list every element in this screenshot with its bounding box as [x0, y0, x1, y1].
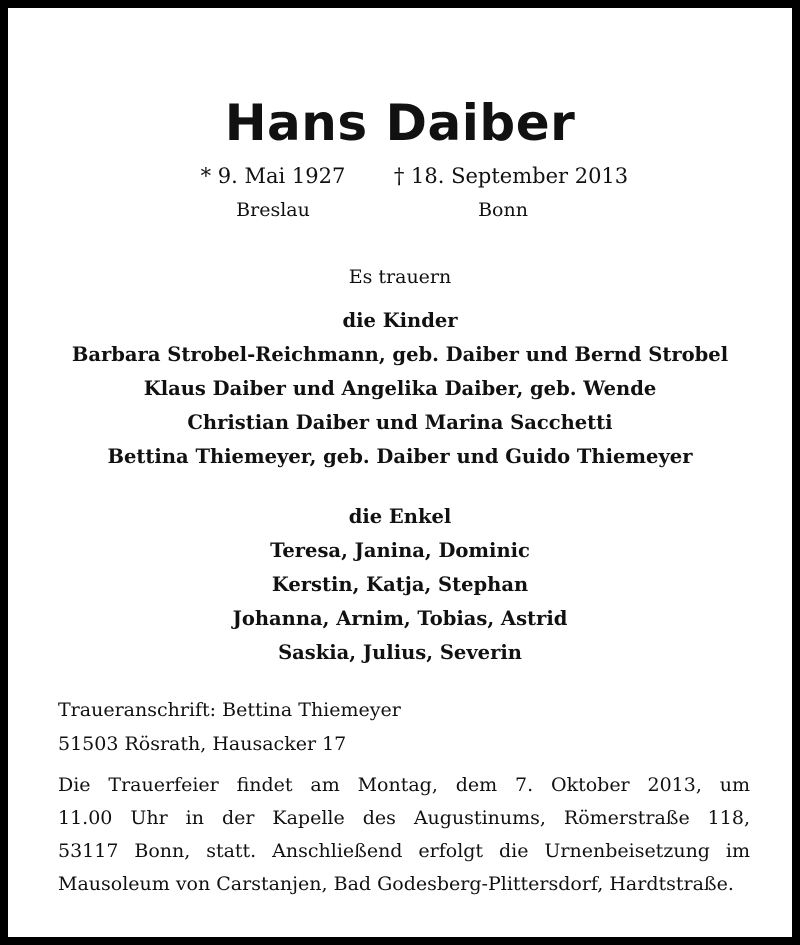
mourning-address — [58, 693, 401, 761]
address-line: 51503 Rösrath, Hausacker 17 — [58, 733, 347, 755]
grandchildren-label: die Enkel — [348, 505, 452, 528]
children-label: die Kinder — [342, 309, 458, 332]
death-place: Bonn — [478, 199, 528, 221]
children-line: Christian Daiber und Marina Sacchetti — [187, 411, 613, 434]
birth-place: Breslau — [236, 199, 310, 221]
deceased-name: Hans Daiber — [224, 94, 576, 152]
death-date: † 18. September 2013 — [393, 164, 629, 188]
children-section — [8, 304, 792, 474]
address-line: Traueranschrift: Bettina Thiemeyer — [58, 699, 401, 721]
ceremony-line: 11.00 Uhr in der Kapelle des Augustinums, Römerstraße 118, — [58, 807, 750, 829]
grandchildren-line: Teresa, Janina, Dominic — [270, 539, 530, 562]
grandchildren-line: Kerstin, Katja, Stephan — [271, 573, 529, 596]
mourning-intro: Es trauern — [348, 266, 452, 288]
ceremony-line: Die Trauerfeier findet am Montag, dem 7. Oktober 2013, um — [58, 774, 750, 796]
ceremony-line: Mausoleum von Carstanjen, Bad Godesberg-Plittersdorf, Hardtstraße. — [58, 873, 734, 895]
children-line: Barbara Strobel-Reichmann, geb. Daiber und Bernd Strobel — [71, 343, 729, 366]
grandchildren-line: Saskia, Julius, Severin — [278, 641, 522, 664]
birth-date: * 9. Mai 1927 — [200, 164, 346, 188]
grandchildren-section — [8, 500, 792, 670]
ceremony-notice — [58, 769, 750, 901]
ceremony-line: 53117 Bonn, statt. Anschließend erfolgt die Urnenbeisetzung im — [58, 840, 750, 862]
children-line: Bettina Thiemeyer, geb. Daiber und Guido Thiemeyer — [107, 445, 693, 468]
grandchildren-line: Johanna, Arnim, Tobias, Astrid — [232, 607, 568, 630]
children-line: Klaus Daiber und Angelika Daiber, geb. Wende — [143, 377, 657, 400]
